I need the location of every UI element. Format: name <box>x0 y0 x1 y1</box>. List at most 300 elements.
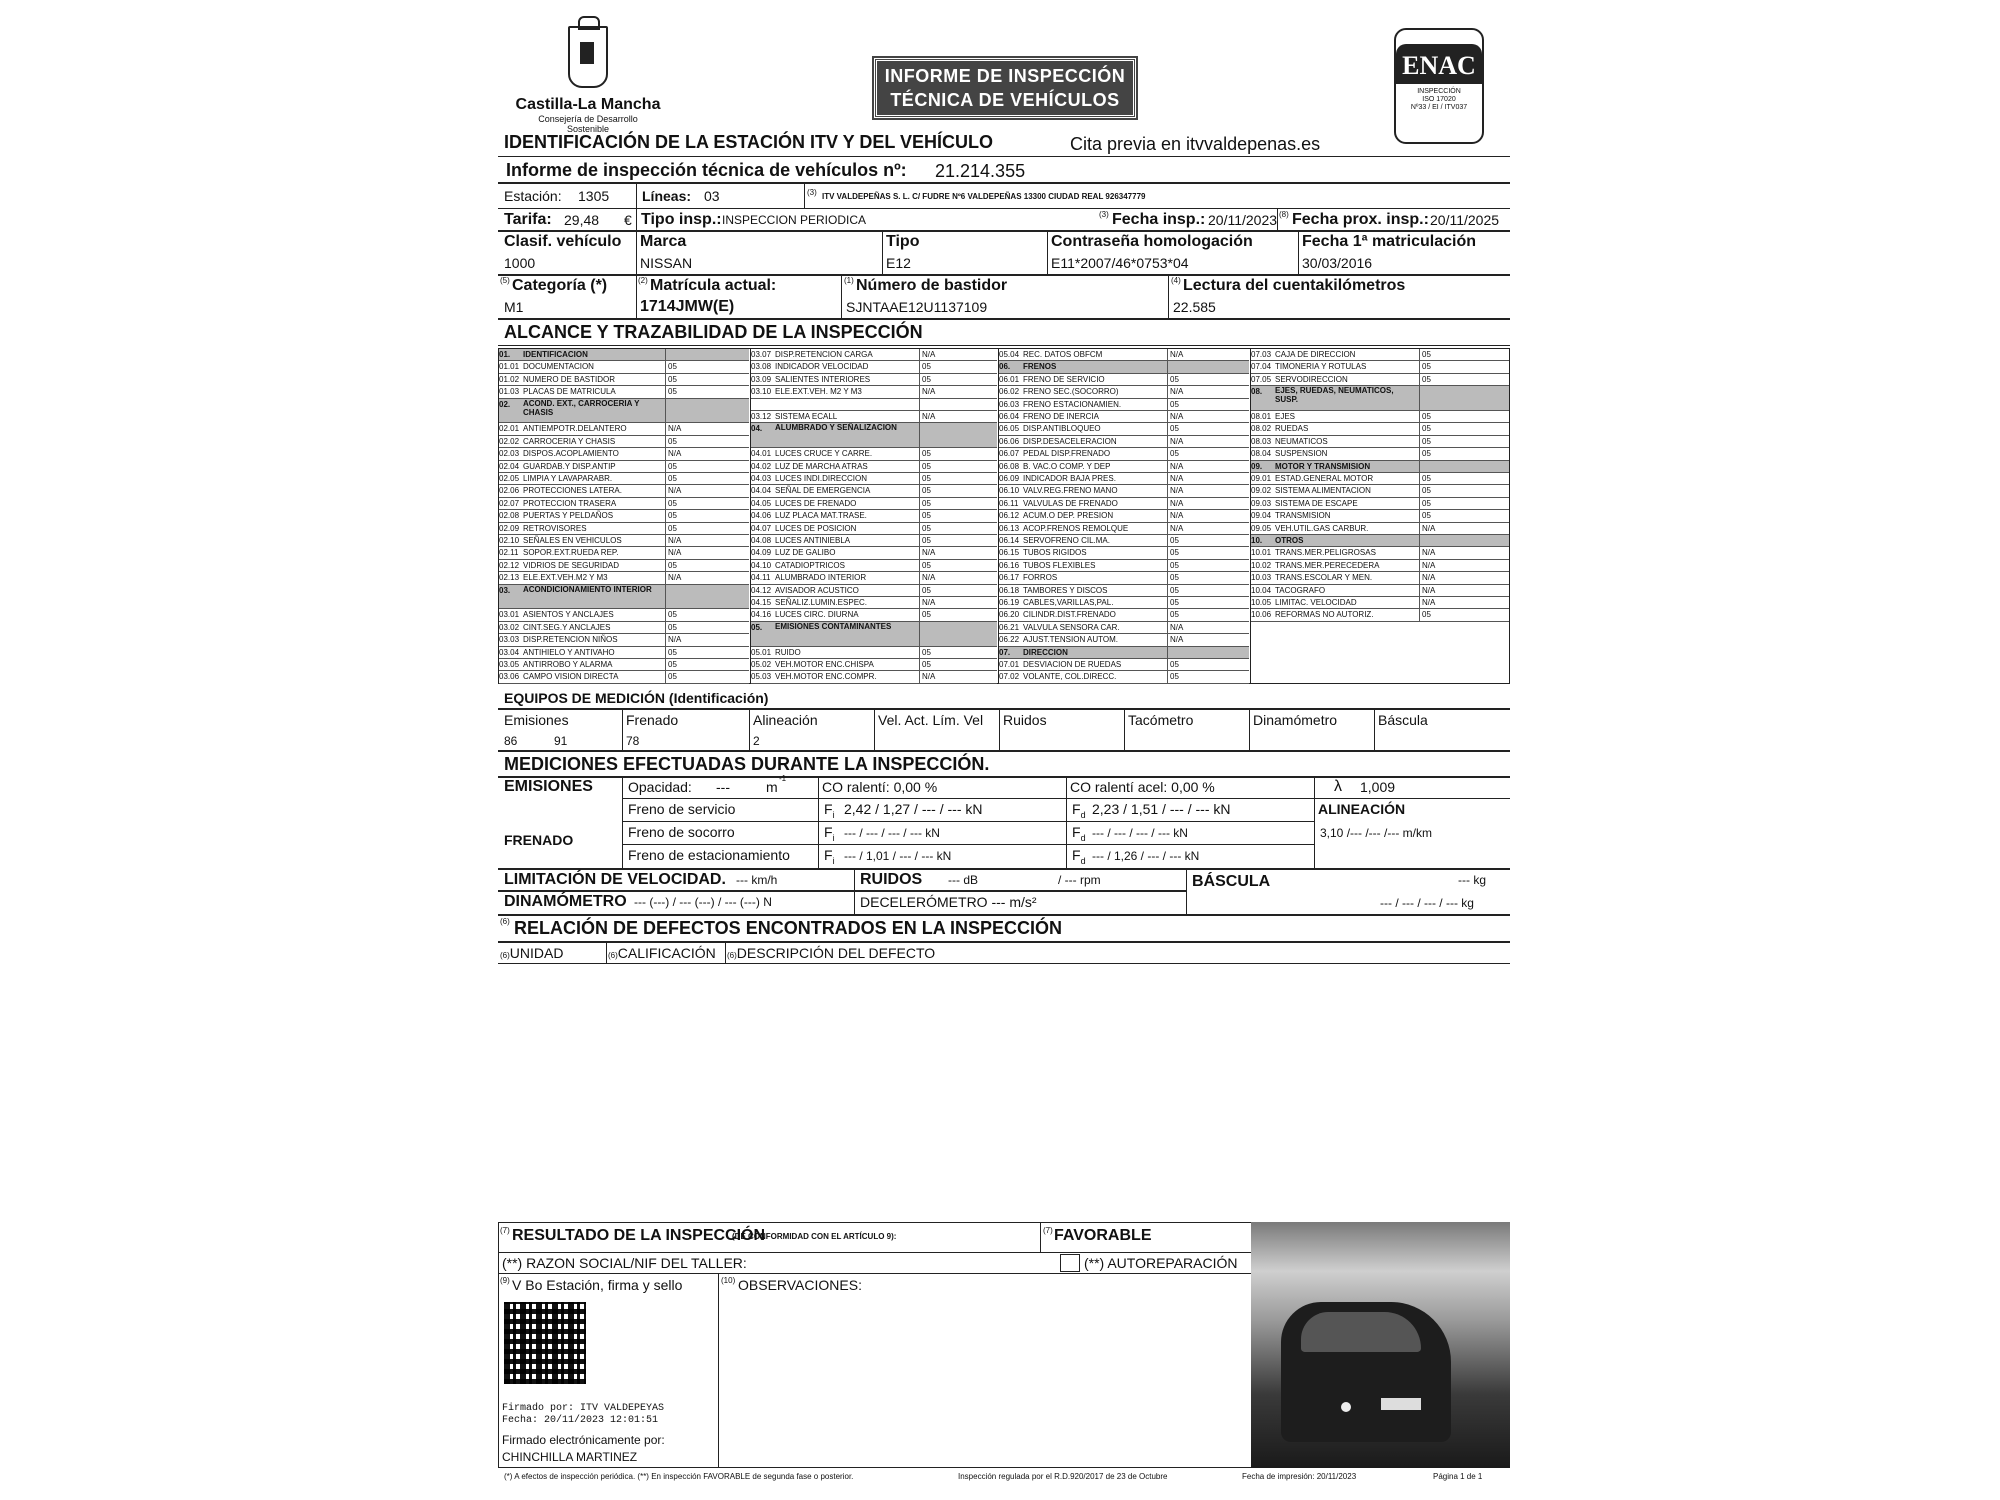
alcance-item <box>751 423 997 448</box>
alcance-item <box>499 374 749 386</box>
alcance-item-desc: ASIENTOS Y ANCLAJES <box>523 610 614 620</box>
tarifa-value: 29,48 <box>564 212 600 228</box>
co-ralenti-acel: CO ralentí acel: 0,00 % <box>1070 779 1215 795</box>
alcance-item-code: 02.06 <box>499 486 520 496</box>
alcance-item <box>751 399 997 411</box>
alcance-item-value <box>665 399 668 424</box>
resultado-conformidad: (DE CONFORMIDAD CON EL ARTÍCULO 9): <box>732 1232 897 1241</box>
alcance-item-value: 05 <box>1167 659 1179 671</box>
alcance-item-value: 05 <box>665 523 677 535</box>
alcance-item-value: 05 <box>665 671 677 683</box>
alcance-item-value: 05 <box>1167 597 1179 609</box>
alcance-item-value: N/A <box>665 547 681 559</box>
alcance-item-value: 05 <box>1419 510 1431 522</box>
marca-value: NISSAN <box>640 255 693 271</box>
favorable-sup: (7) <box>1043 1226 1053 1235</box>
alcance-item-desc: LUCES CIRC. DIURNA <box>775 610 859 620</box>
alcance-item <box>499 585 749 610</box>
clasif-value: 1000 <box>504 255 536 271</box>
defectos-title: RELACIÓN DE DEFECTOS ENCONTRADOS EN LA INSPECCIÓN <box>514 918 1063 938</box>
alcance-item-desc: VEH.UTIL.GAS CARBUR. <box>1275 523 1369 533</box>
alcance-item-value: 05 <box>1167 374 1179 386</box>
alcance-item <box>499 622 749 634</box>
alcance-item <box>1251 597 1509 609</box>
cita-previa: Cita previa en itvvaldepenas.es <box>1070 134 1321 154</box>
alcance-item-code: 02.07 <box>499 498 520 508</box>
alcance-item-code: 10.01 <box>1251 548 1272 558</box>
alcance-item <box>999 510 1249 522</box>
alcance-item <box>999 448 1249 460</box>
alcance-item-code: 04.03 <box>751 474 772 483</box>
km-value: 22.585 <box>1173 299 1216 315</box>
alcance-item-value: 05 <box>665 659 677 671</box>
alcance-item-code: 04.07 <box>751 523 772 533</box>
firmado-fecha: Fecha: 20/11/2023 12:01:51 <box>502 1415 659 1426</box>
alcance-item-value: 05 <box>919 510 931 522</box>
alcance-item-desc: SEÑALES EN VEHICULOS <box>523 536 622 545</box>
alcance-item-value: 05 <box>919 374 931 386</box>
alcance-item <box>751 547 997 559</box>
alcance-item-code: 06. <box>999 362 1011 372</box>
co-ralenti: CO ralentí: 0,00 % <box>822 779 938 795</box>
alcance-item-desc: DISP.RETENCION NIÑOS <box>523 635 618 645</box>
enac-label: ENAC <box>1396 44 1482 84</box>
alcance-item-desc: LUCES CRUCE Y CARRE. <box>775 449 873 459</box>
alcance-item <box>999 523 1249 535</box>
alcance-item-code: 04.08 <box>751 536 772 545</box>
alcance-item-desc: TRANS.MER.PERECEDERA <box>1275 560 1380 570</box>
alcance-item-desc: SEÑALIZ.LUMIN.ESPEC. <box>775 598 868 607</box>
opacidad-value: --- <box>716 779 730 795</box>
alcance-item <box>999 461 1249 473</box>
limitacion-value: --- km/h <box>736 873 778 887</box>
equipos-emisiones-v2: 91 <box>554 734 568 748</box>
alcance-item <box>499 448 749 460</box>
alcance-item <box>999 622 1249 634</box>
autoreparacion-checkbox[interactable] <box>1060 1254 1080 1272</box>
alcance-item-desc: SISTEMA ALIMENTACION <box>1275 486 1371 496</box>
alcance-item-value: N/A <box>1419 547 1435 559</box>
alcance-item-value: N/A <box>665 423 681 435</box>
alcance-item <box>999 547 1249 559</box>
report-number-label: Informe de inspección técnica de vehículos nº: <box>506 160 907 180</box>
alcance-item-code: 02.04 <box>499 461 520 471</box>
alcance-item-desc: CAMPO VISION DIRECTA <box>523 672 619 682</box>
alcance-item-value: 05 <box>1167 671 1179 683</box>
alcance-item <box>751 597 997 609</box>
alcance-item-value: 05 <box>1419 485 1431 497</box>
alcance-item <box>751 386 997 398</box>
alcance-item <box>751 560 997 572</box>
fecha-prox-value: 20/11/2025 <box>1430 212 1500 228</box>
alcance-item-desc: SERVODIRECCION <box>1275 374 1348 384</box>
alcance-item-desc: OTROS <box>1275 536 1304 545</box>
alcance-item-value: N/A <box>1167 349 1183 361</box>
alcance-item <box>499 510 749 522</box>
tipo-label: Tipo <box>886 233 920 250</box>
alcance-item-desc: SISTEMA ECALL <box>775 412 838 421</box>
ruidos-db: --- dB <box>948 873 978 887</box>
alcance-item-value: 05 <box>919 361 931 373</box>
alcance-item-desc: DISP.DESACELERACION <box>1023 436 1117 446</box>
equipos-alineacion-label: Alineación <box>753 712 818 728</box>
alcance-item-value: N/A <box>1419 585 1435 597</box>
alcance-item-desc: LUCES DE FRENADO <box>775 498 857 508</box>
estacion-label: Estación: <box>504 188 562 204</box>
alcance-item <box>1251 349 1509 361</box>
freno-socorro-fd: --- / --- / --- / --- kN <box>1092 826 1188 840</box>
alcance-item-desc: LUCES INDI.DIRECCION <box>775 474 868 483</box>
alcance-item-value: N/A <box>1419 597 1435 609</box>
alcance-item-value: 05 <box>919 659 931 671</box>
alcance-item-code: 07.05 <box>1251 374 1272 384</box>
alcance-item-code: 06.15 <box>999 548 1020 558</box>
alcance-item-value: N/A <box>1419 523 1435 535</box>
alcance-item <box>1251 436 1509 448</box>
footer-regulada: Inspección regulada por el R.D.920/2017 de 23 de Octubre <box>958 1472 1168 1481</box>
alcance-item-value: 05 <box>665 436 677 448</box>
alcance-item-value: 05 <box>665 498 677 510</box>
alcance-item-code: 04.10 <box>751 560 772 570</box>
alcance-item <box>751 485 997 497</box>
alcance-item-code: 10.06 <box>1251 610 1272 620</box>
alcance-item-value: 05 <box>665 622 677 634</box>
matricula-label: Matrícula actual: <box>650 277 777 294</box>
alcance-item <box>999 647 1249 659</box>
alcance-item-desc: VIDRIOS DE SEGURIDAD <box>523 560 620 570</box>
alcance-item-code: 04.05 <box>751 498 772 508</box>
alcance-item-code: 07. <box>999 647 1011 657</box>
alcance-item <box>499 498 749 510</box>
alcance-item-value <box>665 349 668 361</box>
fi-label: F <box>824 801 833 817</box>
alcance-item-desc: NEUMATICOS <box>1275 436 1328 446</box>
alcance-item-code: 02.05 <box>499 474 520 483</box>
fecha-matric-label: Fecha 1ª matriculación <box>1302 233 1476 250</box>
alcance-item-code: 06.03 <box>999 399 1020 409</box>
alcance-item <box>1251 361 1509 373</box>
alcance-item-value <box>1167 647 1170 659</box>
alcance-item-code: 04.16 <box>751 610 772 620</box>
calificacion-header: CALIFICACIÓN <box>617 945 716 961</box>
alcance-item <box>499 535 749 547</box>
alcance-item <box>499 647 749 659</box>
alcance-item-desc: LUZ DE GALIBO <box>775 548 836 558</box>
alcance-item-code: 06.12 <box>999 511 1020 521</box>
alcance-item-code: 01.01 <box>499 362 520 372</box>
alcance-title: ALCANCE Y TRAZABILIDAD DE LA INSPECCIÓN <box>504 322 923 342</box>
region-department-2: Sostenible <box>566 124 610 134</box>
alcance-item <box>999 671 1249 683</box>
obs-sup: (10) <box>721 1276 736 1285</box>
alcance-item-value: 05 <box>1419 609 1431 621</box>
equipos-tacometro-label: Tacómetro <box>1128 712 1194 728</box>
clasif-label: Clasif. vehículo <box>504 233 622 250</box>
alcance-item-desc: PEDAL DISP.FRENADO <box>1023 449 1111 459</box>
alcance-item <box>751 671 997 683</box>
alcance-item-desc: CILINDR.DIST.FRENADO <box>1023 610 1116 620</box>
alcance-item-value: 05 <box>665 510 677 522</box>
alcance-item-value <box>1419 461 1422 473</box>
lineas-label: Líneas: <box>642 188 692 204</box>
alcance-item <box>751 585 997 597</box>
alcance-item-code: 05.01 <box>751 647 772 657</box>
firmado-por: Firmado por: ITV VALDEPEYAS <box>502 1403 665 1414</box>
alcance-item <box>999 597 1249 609</box>
alcance-item <box>999 349 1249 361</box>
alcance-item-code: 02.09 <box>499 523 520 533</box>
alcance-item-desc: ESTAD.GENERAL MOTOR <box>1275 474 1374 483</box>
alcance-item <box>1251 498 1509 510</box>
alcance-item-desc: EMISIONES CONTAMINANTES <box>775 621 892 631</box>
station-info-sup: (3) <box>807 188 817 197</box>
alcance-item-code: 10.04 <box>1251 585 1272 595</box>
categoria-label: Categoría (*) <box>512 277 608 294</box>
alcance-item-desc: SOPOR.EXT.RUEDA REP. <box>523 548 619 558</box>
alcance-item-code: 06.06 <box>999 436 1020 446</box>
alcance-item-code: 03.09 <box>751 374 772 384</box>
alcance-item-value: N/A <box>1167 386 1183 398</box>
km-sup: (4) <box>1171 276 1181 285</box>
alcance-item-value: 05 <box>1167 423 1179 435</box>
fd-sub: d <box>1080 809 1086 820</box>
alcance-item-desc: ANTIRROBO Y ALARMA <box>523 660 613 669</box>
alcance-item-value: 05 <box>1419 349 1431 361</box>
alcance-item-desc: AVISADOR ACUSTICO <box>775 585 859 595</box>
alcance-item-code: 03.08 <box>751 362 772 372</box>
alcance-item-code: 05.02 <box>751 660 772 669</box>
alcance-item-code: 06.08 <box>999 461 1020 471</box>
alcance-item-desc: VEH.MOTOR ENC.CHISPA <box>775 660 874 669</box>
resultado-sup: (7) <box>500 1226 510 1235</box>
alcance-item <box>1251 609 1509 621</box>
alcance-item-value: N/A <box>1167 411 1183 423</box>
alcance-item-desc: ALUMBRADO Y SEÑALIZACION <box>775 423 897 433</box>
alcance-item-value <box>1419 386 1422 411</box>
alcance-item-value: N/A <box>1167 523 1183 535</box>
alcance-item-value <box>1419 535 1422 547</box>
qr-code-icon <box>504 1302 586 1384</box>
vbo-label: V Bo Estación, firma y sello <box>512 1277 683 1293</box>
alcance-item-value: 05 <box>919 485 931 497</box>
alcance-item <box>1251 510 1509 522</box>
alcance-item-desc: ACOND. EXT., CARROCERIA Y CHASIS <box>523 398 640 417</box>
alcance-item-desc: RUEDAS <box>1275 424 1309 434</box>
alcance-item-desc: ACUM.O DEP. PRESION <box>1023 511 1114 521</box>
matricula-sup: (2) <box>638 276 648 285</box>
alcance-item <box>751 473 997 485</box>
alcance-item-code: 01.03 <box>499 387 520 397</box>
alcance-item <box>751 572 997 584</box>
defectos-sup: (6) <box>500 917 510 926</box>
alcance-item-value: 05 <box>919 523 931 535</box>
freno-estac-fi: --- / 1,01 / --- / --- kN <box>844 849 952 863</box>
alcance-item-value: 05 <box>1419 361 1431 373</box>
alcance-item-desc: LIMPIA Y LAVAPARABR. <box>523 474 613 483</box>
alcance-item <box>499 461 749 473</box>
estacion-value: 1305 <box>578 188 610 204</box>
alcance-item-desc: TRANS.ESCOLAR Y MEN. <box>1275 573 1373 583</box>
alcance-item <box>751 535 997 547</box>
alcance-item-desc: TRANS.MER.PELIGROSAS <box>1275 548 1376 558</box>
equipos-ruidos-label: Ruidos <box>1003 712 1047 728</box>
report-number: 21.214.355 <box>935 161 1026 181</box>
alcance-item-value: 05 <box>665 473 677 485</box>
alcance-item-desc: B. VAC.O COMP. Y DEP <box>1023 461 1111 471</box>
alcance-item-value: 05 <box>665 461 677 473</box>
alcance-item-value: N/A <box>919 386 935 398</box>
alcance-item-desc: INDICADOR BAJA PRES. <box>1023 474 1116 483</box>
alcance-item <box>1251 535 1509 547</box>
mediciones-title: MEDICIONES EFECTUADAS DURANTE LA INSPECCIÓN. <box>504 754 990 774</box>
alcance-item-desc: SISTEMA DE ESCAPE <box>1275 498 1358 508</box>
region-name: Castilla-La Mancha <box>515 96 661 113</box>
alcance-item-code: 02.12 <box>499 560 520 570</box>
footer-note: (*) A efectos de inspección periódica. (**) En inspección FAVORABLE de segunda fase o posterior. <box>504 1472 854 1481</box>
alcance-item-code: 05.04 <box>999 350 1020 359</box>
frenado-label: FRENADO <box>504 832 574 848</box>
alcance-item <box>999 485 1249 497</box>
alcance-item <box>751 523 997 535</box>
fecha-prox-label: Fecha prox. insp.: <box>1292 211 1429 228</box>
alcance-item-value: N/A <box>1167 510 1183 522</box>
alcance-item-code: 08.01 <box>1251 412 1272 421</box>
alcance-item-desc: FRENO ESTACIONAMIEN. <box>1023 399 1122 409</box>
alcance-item-desc: FORROS <box>1023 573 1058 583</box>
alcance-item-desc: DISPOS.ACOPLAMIENTO <box>523 449 619 459</box>
alcance-item-code: 04.09 <box>751 548 772 558</box>
alcance-item-code: 06.16 <box>999 560 1020 570</box>
alcance-item-desc: ELE.EXT.VEH.M2 Y M3 <box>523 573 608 583</box>
alcance-item <box>999 634 1249 646</box>
alcance-item <box>999 361 1249 373</box>
alcance-item <box>999 473 1249 485</box>
alcance-item-code: 05. <box>751 622 763 632</box>
alcance-item-desc: FRENO DE SERVICIO <box>1023 374 1105 384</box>
bastidor-value: SJNTAAE12U1137109 <box>846 299 988 315</box>
alcance-item-value: N/A <box>1167 622 1183 634</box>
alcance-item-value: N/A <box>919 349 935 361</box>
alcance-item-desc: SEÑAL DE EMERGENCIA <box>775 486 871 496</box>
equipos-frenado-value: 78 <box>626 734 640 748</box>
alcance-item-desc: LUZ PLACA MAT.TRASE. <box>775 511 867 521</box>
footer-pagina: Página 1 de 1 <box>1433 1472 1483 1481</box>
alcance-item-desc: PROTECCION TRASERA <box>523 498 617 508</box>
alcance-item-value: N/A <box>1167 461 1183 473</box>
castilla-la-mancha-logo <box>498 26 678 134</box>
alcance-item-code: 06.13 <box>999 523 1020 533</box>
fd-label: F <box>1072 801 1081 817</box>
alcance-item-desc: SUSPENSION <box>1275 449 1328 459</box>
report-title-line2: TÉCNICA DE VEHÍCULOS <box>890 90 1120 110</box>
alcance-item-desc: NUMERO DE BASTIDOR <box>523 374 616 384</box>
alcance-item-value: N/A <box>919 572 935 584</box>
fecha-matric-value: 30/03/2016 <box>1302 255 1373 271</box>
station-info: ITV VALDEPEÑAS S. L. C/ FUDRE Nº6 VALDEPEÑAS 13300 CIUDAD REAL 926347779 <box>822 192 1146 201</box>
alcance-item-code: 06.21 <box>999 622 1020 632</box>
freno-socorro-label: Freno de socorro <box>628 824 735 840</box>
alcance-item-value: N/A <box>919 671 935 683</box>
alcance-item <box>751 622 997 647</box>
alcance-item-code: 04.04 <box>751 486 772 496</box>
opacidad-unit: m <box>766 779 778 795</box>
fecha-prox-sup: (8) <box>1279 210 1289 219</box>
alcance-item-value <box>919 423 922 448</box>
alcance-item <box>1251 560 1509 572</box>
alcance-item-value: 05 <box>665 647 677 659</box>
alcance-item-code: 03.05 <box>499 660 520 669</box>
razon-social-label: (**) RAZON SOCIAL/NIF DEL TALLER: <box>502 1255 747 1271</box>
ruidos-label: RUIDOS <box>860 871 923 888</box>
alcance-item <box>499 523 749 535</box>
alcance-item <box>999 386 1249 398</box>
enac-line1: INSPECCIÓN <box>1417 88 1461 95</box>
alcance-item-code: 03.01 <box>499 610 520 620</box>
alcance-item-value <box>919 399 922 411</box>
vbo-sup: (9) <box>500 1276 510 1285</box>
alcance-item <box>1251 473 1509 485</box>
decelerometro: DECELERÓMETRO --- m/s² <box>860 894 1037 910</box>
resultado-favorable: FAVORABLE <box>1054 1227 1152 1244</box>
alcance-item <box>499 671 749 683</box>
alcance-item-code: 02.13 <box>499 573 520 583</box>
alcance-item-value: 05 <box>1167 560 1179 572</box>
bascula-kg: --- kg <box>1458 873 1486 887</box>
alcance-item <box>1251 386 1509 411</box>
alcance-item-code: 01. <box>499 350 511 359</box>
alcance-item-desc: SALIENTES INTERIORES <box>775 374 871 384</box>
alcance-item <box>1251 423 1509 435</box>
alcance-item <box>751 349 997 361</box>
alcance-item-desc: REFORMAS NO AUTORIZ. <box>1275 610 1374 620</box>
alcance-item <box>499 473 749 485</box>
fecha-insp-label: Fecha insp.: <box>1112 211 1206 228</box>
alcance-item-value: 05 <box>1419 436 1431 448</box>
alcance-item-code: 03.03 <box>499 635 520 645</box>
alcance-item <box>999 374 1249 386</box>
alcance-item-code: 06.22 <box>999 635 1020 645</box>
descripcion-header: DESCRIPCIÓN DEL DEFECTO <box>736 945 936 961</box>
tipo-insp-value: INSPECCION PERIODICA <box>722 213 867 227</box>
alcance-item-desc: TACOGRAFO <box>1275 585 1326 595</box>
alcance-item <box>999 411 1249 423</box>
alcance-item <box>499 349 749 361</box>
alcance-item-code: 06.20 <box>999 610 1020 620</box>
alcance-item <box>499 659 749 671</box>
alcance-item <box>499 634 749 646</box>
alcance-item-value: N/A <box>919 411 935 423</box>
alcance-item-desc: VOLANTE, COL.DIRECC. <box>1023 672 1117 682</box>
alcance-item-code: 08.03 <box>1251 436 1272 446</box>
alcance-item-desc: TUBOS FLEXIBLES <box>1023 560 1096 570</box>
freno-estac-label: Freno de estacionamiento <box>628 847 790 863</box>
report-title-box <box>874 58 1136 118</box>
fecha-sup: (3) <box>1099 210 1109 219</box>
alcance-item <box>1251 572 1509 584</box>
resultado-title: RESULTADO DE LA INSPECCIÓN <box>512 1227 766 1244</box>
alcance-item-code: 06.19 <box>999 598 1020 607</box>
alcance-item-code: 09.04 <box>1251 511 1272 521</box>
alcance-item-code: 03.06 <box>499 672 520 682</box>
alcance-item-value: 05 <box>1419 423 1431 435</box>
alcance-item-desc: DOCUMENTACION <box>523 362 594 372</box>
alcance-item-value: 05 <box>665 386 677 398</box>
unidad-header: UNIDAD <box>509 945 564 961</box>
alcance-item-desc: DESVIACION DE RUEDAS <box>1023 660 1122 669</box>
alcance-item <box>751 510 997 522</box>
alcance-item-desc: PUERTAS Y PELDAÑOS <box>523 511 614 521</box>
alcance-item-code: 06.07 <box>999 449 1020 459</box>
